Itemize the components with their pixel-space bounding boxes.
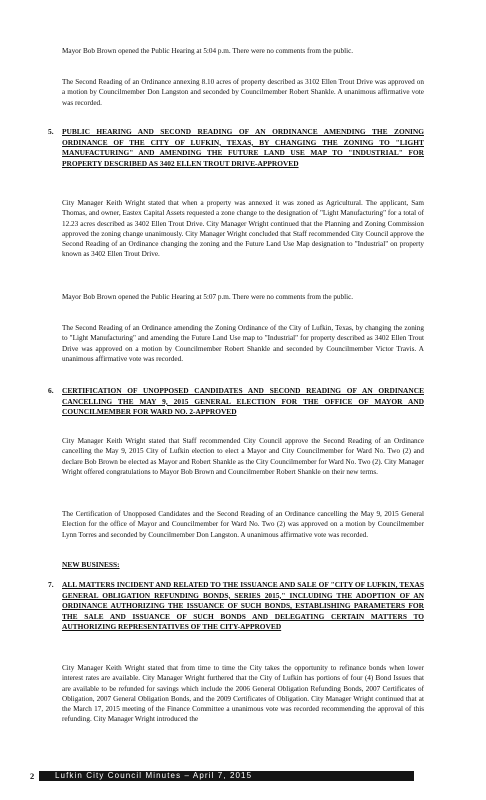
paragraph-zoning-change-description: City Manager Keith Wright stated that when a property was annexed it was zoned as Agricultural. The applicant, Sam Thomas, and owner, Eastex Capital Assets requested a zone change to the designation of "Light Manufacturing" for a total of 12.23 acres described as 3402 Ellen Trout Drive. City Manager Wright continued that the Planning and Zoning Commission approved the zoning change unanimously. City Manager Wright concluded that Staff recommended City Council approve the Second Reading of an Ordinance changing the zoning and the Future Land Use Map designation to "Industrial" on property known as 3402 Ellen Trout Drive. [62, 199, 424, 259]
paragraph-zoning-ordinance-approved: The Second Reading of an Ordinance amending the Zoning Ordinance of the City of Lufkin, Texas, by changing the zoning to "Light Manufacturing" and amending the Future Land Use map to "Industrial" for property described as 3402 Ellen Trout Drive was approved on a motion by Councilmember Robert Shankle and seconded by Councilmember Victor Travis. A unanimous affirmative vote was recorded. [62, 324, 424, 363]
item-5-number: 5. [48, 127, 54, 136]
paragraph-bond-refunding: City Manager Keith Wright stated that from time to time the City takes the opportunity to refinance bonds when lower interest rates are available. City Manager Wright furthered that the City of Lufkin has portions of four (4) Bond Issues that are available to be refunded for savings which include the 2006 General Obligation Refunding Bonds, 2007 Certificates of Obligation, 2007 General Obligation Bonds, and the 2009 Certificates of Obligation. City Manager Wright continued that at the March 17, 2015 meeting of the Finance Committee a unanimous vote was recorded recommending the approval of this refunding. City Manager Wright introduced the [62, 664, 424, 724]
item-5-heading: PUBLIC HEARING AND SECOND READING OF AN ORDINANCE AMENDING THE ZONING ORDINANCE OF THE CITY OF LUFKIN, TEXAS, BY CHANGING THE ZONING TO "LIGHT MANUFACTURING" AND AMENDING THE FUTURE LAND USE MAP TO "INDUSTRIAL" FOR PROPERTY DESCRIBED AS 3402 ELLEN TROUT DRIVE-APPROVED [62, 127, 424, 168]
page-footer [30, 771, 414, 781]
footer-title: Lufkin City Council Minutes – April 7, 2015 [55, 771, 253, 780]
paragraph-certification-approved: The Certification of Unopposed Candidates and the Second Reading of an Ordinance cancelling the May 9, 2015 General Election for the office of Mayor and Councilmember for Ward No. Two (2) was approved on a motion by Councilmember Lynn Torres and seconded by Councilmember Don Langston. A unanimous affirmative vote was recorded. [62, 510, 424, 539]
page-number: 2 [30, 771, 35, 781]
new-business-heading: NEW BUSINESS: [62, 560, 120, 569]
paragraph-election-cancellation: City Manager Keith Wright stated that Staff recommended City Council approve the Second Reading of an Ordinance cancelling the May 9, 2015 City of Lufkin election to elect a Mayor and City Councilmember for Ward No. Two (2) and declare Bob Brown be elected as Mayor and Robert Shankle as the City Councilmember for Ward No. Two (2). City Manager Wright offered congratulations to Mayor Bob Brown and Councilmember Robert Shankle on their new terms. [62, 437, 424, 476]
item-6-heading: CERTIFICATION OF UNOPPOSED CANDIDATES AND SECOND READING OF AN ORDINANCE CANCELLING THE MAY 9, 2015 GENERAL ELECTION FOR THE OFFICE OF MAYOR AND COUNCILMEMBER FOR WARD NO. 2-APPROVED [62, 386, 424, 417]
item-7-number: 7. [48, 580, 54, 589]
paragraph-public-hearing-opened: Mayor Bob Brown opened the Public Hearing at 5:04 p.m. There were no comments from the public. [62, 47, 354, 55]
paragraph-annexation-approved: The Second Reading of an Ordinance annexing 8.10 acres of property described as 3102 Ellen Trout Drive was approved on a motion by Councilmember Don Langston and seconded by Councilmember Robert Shankle. A unanimous affirmative vote was recorded. [62, 78, 424, 107]
item-7-heading: ALL MATTERS INCIDENT AND RELATED TO THE ISSUANCE AND SALE OF "CITY OF LUFKIN, TEXAS GENERAL OBLIGATION REFUNDING BONDS, SERIES 2015," INCLUDING THE ADOPTION OF AN ORDINANCE AUTHORIZING THE ISSUANCE OF SUCH BONDS, ESTABLISHING PARAMETERS FOR THE SALE AND ISSUANCE OF SUCH BONDS AND DELEGATING CERTAIN MATTERS TO AUTHORIZING REPRESENTATIVES OF THE CITY-APPROVED [62, 580, 424, 632]
footer-bar [39, 771, 414, 781]
item-6-number: 6. [48, 386, 54, 395]
paragraph-second-public-hearing: Mayor Bob Brown opened the Public Hearing at 5:07 p.m. There were no comments from the public. [62, 293, 354, 301]
